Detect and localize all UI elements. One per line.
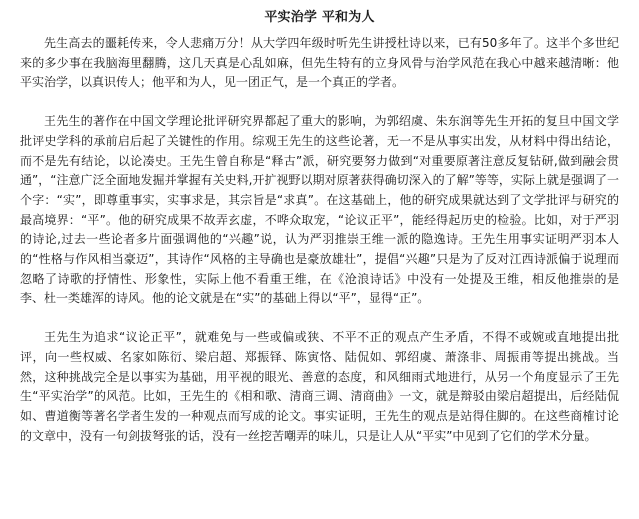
article-body (20, 34, 619, 446)
article-paragraph-2: 王先生的著作在中国文学理论批评研究界都起了重大的影响，为郭绍虞、朱东润等先生开拓的复旦中国文学批评史学科的承前启后起了关键性的作用。综观王先生的这些论著，无一不是从事实出发，从材料中得出结论，而不是先有结论，以论凑史。王先生曾自称是“释古”派，研究要努力做到“对重要原著注意反复钻研,做到融会贯通”，“注意广泛全面地发掘并掌握有关史料,开扩视野以期对原著获得确切深入的了解”等等，实际上就是强调了一个字：“实”，即尊重事实，实事求是，其宗旨是“求真”。在这基础上，他的研究成果就达到了文学批评与研究的最高境界：“平”。他的研究成果不故弄玄虚，不哗众取宠，“论议正平”，能经得起历史的检验。比如，对于严羽的诗论,过去一些论者多片面强调他的“兴趣”说，认为严羽推崇王维一派的隐逸诗。王先生用事实证明严羽本人的“性格与作风相当豪迈”，其诗作“风格的主导确也是豪放雄壮”，提倡“兴趣”只是为了反对江西诗派偏于说理而忽略了诗歌的抒情性、形象性，实际上他不看重王维，在《沧浪诗话》中没有一处提及王维，相反他推崇的是李、杜一类雄浑的诗风。他的论文就是在“实”的基础上得以“平”，显得“正”。 (20, 114, 619, 306)
article-paragraph-3: 王先生为追求“议论正平”，就难免与一些或偏或狭、不平不正的观点产生矛盾，不得不或婉或直地提出批评，向一些权威、名家如陈衍、梁启超、郑振铎、陈寅恪、陆侃如、郭绍虞、萧涤非、周振甫等提出挑战。当然，这种挑战完全是以事实为基础，用平视的眼光、善意的态度，和风细雨式地进行，从另一个角度显示了王先生“平实治学”的风范。比如，王先生的《相和歌、清商三调、清商曲》一文，就是辩驳由梁启超提出，后经陆侃如、曹道衡等著名学者生发的一种观点而写成的论文。事实证明，王先生的观点是站得住脚的。在这些商榷讨论的文章中，没有一句剑拔弩张的话，没有一丝挖苦嘲弄的味儿，只是让人从“平实”中见到了它们的学术分量。 (20, 330, 619, 443)
article-paragraph-1: 先生高去的噩耗传来，令人悲痛万分！从大学四年级时听先生讲授杜诗以来，已有50多年了。这半个多世纪来的多少事在我脑海里翻腾，这几天真是心乱如麻，但先生特有的立身风骨与治学风范在我心中越来越清晰：他平实治学，以真识传人；他平和为人，见一团正气，是一个真正的学者。 (20, 36, 619, 90)
article-title: 平实治学 平和为人 (264, 10, 375, 25)
